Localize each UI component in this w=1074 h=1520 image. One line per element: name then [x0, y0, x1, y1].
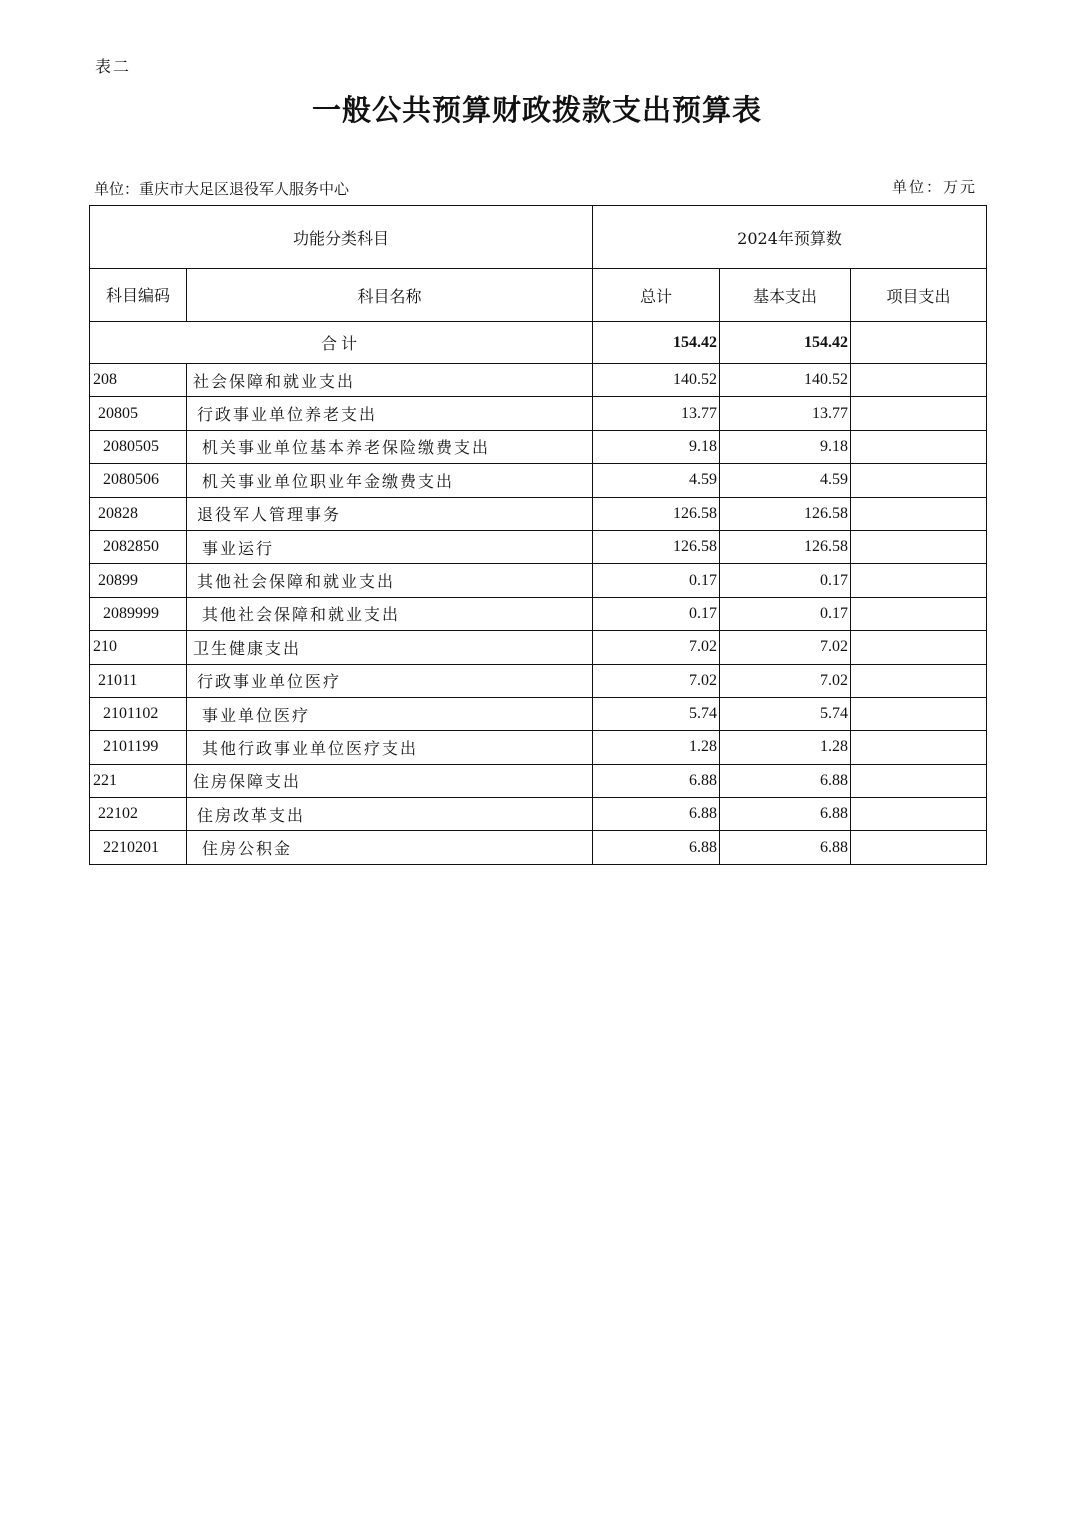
subject-code-cell: 2082850 [90, 530, 187, 563]
header-function-classification: 功能分类科目 [90, 206, 593, 269]
total-cell: 4.59 [593, 464, 720, 497]
total-cell: 13.77 [593, 397, 720, 430]
unit-organization: 单位：重庆市大足区退役军人服务中心 [94, 180, 350, 198]
table-row [90, 530, 987, 563]
subject-code-cell: 2101199 [90, 731, 187, 764]
project-expenditure-cell [851, 364, 987, 397]
table-row [90, 664, 987, 697]
table-row [90, 631, 987, 664]
header-basic-expenditure: 基本支出 [720, 269, 851, 322]
basic-expenditure-cell: 0.17 [720, 564, 851, 597]
subject-name-cell: 社会保障和就业支出 [187, 364, 593, 397]
header-row-columns [90, 269, 987, 322]
project-expenditure-cell [851, 597, 987, 630]
subject-code-cell: 2101102 [90, 697, 187, 730]
header-budget-year: 2024年预算数 [593, 206, 987, 269]
project-expenditure-cell [851, 798, 987, 831]
total-cell: 126.58 [593, 530, 720, 563]
subject-code-cell: 21011 [90, 664, 187, 697]
table-row [90, 697, 987, 730]
basic-expenditure-cell: 4.59 [720, 464, 851, 497]
total-project-amount [851, 322, 987, 364]
total-cell: 126.58 [593, 497, 720, 530]
basic-expenditure-cell: 7.02 [720, 664, 851, 697]
project-expenditure-cell [851, 664, 987, 697]
table-number-label: 表二 [95, 57, 132, 76]
basic-expenditure-cell: 6.88 [720, 831, 851, 864]
subject-name-cell: 行政事业单位养老支出 [187, 397, 593, 430]
subject-name-cell: 住房公积金 [187, 831, 593, 864]
header-project-expenditure: 项目支出 [851, 269, 987, 322]
total-label: 合计 [90, 322, 593, 364]
subject-name-cell: 事业运行 [187, 530, 593, 563]
subject-code-cell: 208 [90, 364, 187, 397]
header-subject-code: 科目编码 [90, 269, 187, 322]
subject-name-cell: 其他社会保障和就业支出 [187, 597, 593, 630]
table-row [90, 430, 987, 463]
project-expenditure-cell [851, 530, 987, 563]
table-row [90, 464, 987, 497]
table-row [90, 764, 987, 797]
basic-expenditure-cell: 5.74 [720, 697, 851, 730]
subject-name-cell: 住房改革支出 [187, 798, 593, 831]
subject-name-cell: 行政事业单位医疗 [187, 664, 593, 697]
unit-currency: 单位：万元 [892, 178, 978, 196]
total-cell: 1.28 [593, 731, 720, 764]
total-cell: 6.88 [593, 831, 720, 864]
subject-code-cell: 210 [90, 631, 187, 664]
project-expenditure-cell [851, 631, 987, 664]
project-expenditure-cell [851, 397, 987, 430]
basic-expenditure-cell: 0.17 [720, 597, 851, 630]
basic-expenditure-cell: 9.18 [720, 430, 851, 463]
project-expenditure-cell [851, 697, 987, 730]
subject-name-cell: 机关事业单位职业年金缴费支出 [187, 464, 593, 497]
subject-code-cell: 2080506 [90, 464, 187, 497]
subject-name-cell: 其他行政事业单位医疗支出 [187, 731, 593, 764]
subject-name-cell: 住房保障支出 [187, 764, 593, 797]
basic-expenditure-cell: 7.02 [720, 631, 851, 664]
project-expenditure-cell [851, 430, 987, 463]
subject-name-cell: 退役军人管理事务 [187, 497, 593, 530]
total-cell: 140.52 [593, 364, 720, 397]
project-expenditure-cell [851, 731, 987, 764]
total-row [90, 322, 987, 364]
subject-code-cell: 22102 [90, 798, 187, 831]
total-basic-amount: 154.42 [720, 322, 851, 364]
basic-expenditure-cell: 126.58 [720, 530, 851, 563]
subject-name-cell: 其他社会保障和就业支出 [187, 564, 593, 597]
basic-expenditure-cell: 13.77 [720, 397, 851, 430]
total-cell: 6.88 [593, 764, 720, 797]
table-row [90, 831, 987, 864]
header-total: 总计 [593, 269, 720, 322]
header-row-group [90, 206, 987, 269]
page-title: 一般公共预算财政拨款支出预算表 [311, 93, 762, 127]
budget-table [89, 205, 987, 865]
subject-code-cell: 20828 [90, 497, 187, 530]
total-cell: 9.18 [593, 430, 720, 463]
project-expenditure-cell [851, 464, 987, 497]
subject-name-cell: 事业单位医疗 [187, 697, 593, 730]
total-cell: 0.17 [593, 597, 720, 630]
table-row [90, 497, 987, 530]
basic-expenditure-cell: 6.88 [720, 798, 851, 831]
table-row [90, 364, 987, 397]
total-cell: 7.02 [593, 664, 720, 697]
total-cell: 6.88 [593, 798, 720, 831]
header-subject-name: 科目名称 [187, 269, 593, 322]
total-cell: 5.74 [593, 697, 720, 730]
table-row [90, 564, 987, 597]
table-row [90, 597, 987, 630]
subject-code-cell: 2210201 [90, 831, 187, 864]
subject-name-cell: 卫生健康支出 [187, 631, 593, 664]
project-expenditure-cell [851, 831, 987, 864]
table-row [90, 397, 987, 430]
subject-code-cell: 2080505 [90, 430, 187, 463]
project-expenditure-cell [851, 564, 987, 597]
subject-code-cell: 2089999 [90, 597, 187, 630]
total-cell: 7.02 [593, 631, 720, 664]
total-cell: 0.17 [593, 564, 720, 597]
project-expenditure-cell [851, 497, 987, 530]
project-expenditure-cell [851, 764, 987, 797]
total-amount: 154.42 [593, 322, 720, 364]
basic-expenditure-cell: 140.52 [720, 364, 851, 397]
table-row [90, 798, 987, 831]
subject-name-cell: 机关事业单位基本养老保险缴费支出 [187, 430, 593, 463]
basic-expenditure-cell: 126.58 [720, 497, 851, 530]
subject-code-cell: 20899 [90, 564, 187, 597]
subject-code-cell: 221 [90, 764, 187, 797]
subject-code-cell: 20805 [90, 397, 187, 430]
basic-expenditure-cell: 6.88 [720, 764, 851, 797]
table-row [90, 731, 987, 764]
basic-expenditure-cell: 1.28 [720, 731, 851, 764]
